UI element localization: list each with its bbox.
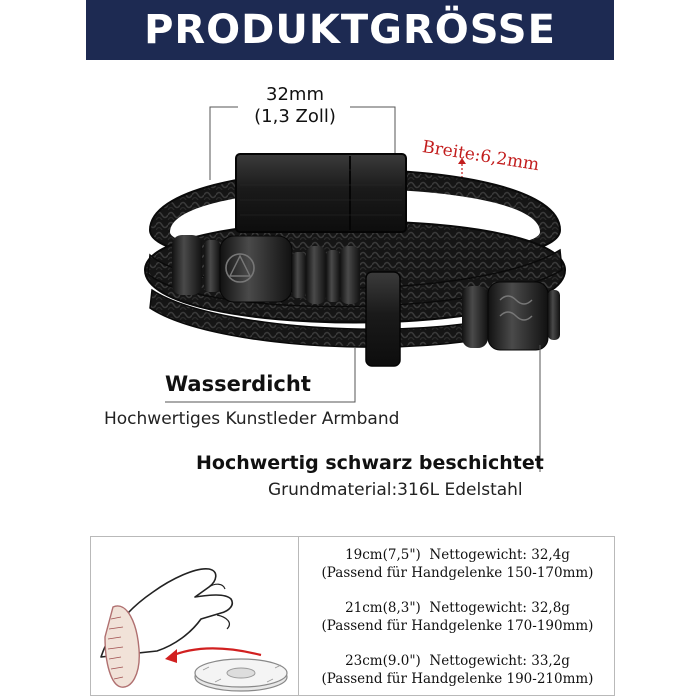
strap-width-label: Breite:6,2mm — [420, 137, 541, 176]
size-weight: Nettogewicht: 32,8g — [429, 600, 570, 616]
size-option-21cm — [301, 599, 614, 635]
size-weight: Nettogewicht: 33,2g — [429, 653, 570, 669]
page-title: PRODUKTGRÖSSE — [144, 7, 556, 53]
size-length: 19cm(7,5") — [345, 547, 421, 563]
clasp-width-label — [240, 84, 350, 128]
size-fit: (Passend für Handgelenke 170-190mm) — [321, 618, 594, 634]
feature-subtitle-material: Grundmaterial:316L Edelstahl — [268, 480, 523, 500]
clasp — [236, 154, 406, 232]
size-chart-divider — [298, 537, 299, 695]
size-chart — [90, 536, 615, 696]
clasp-width-inch: (1,3 Zoll) — [254, 106, 336, 127]
feature-title-waterproof: Wasserdicht — [165, 372, 311, 396]
size-fit: (Passend für Handgelenke 150-170mm) — [321, 565, 594, 581]
size-length: 21cm(8,3") — [345, 600, 421, 616]
feature-subtitle-leather: Hochwertiges Kunstleder Armband — [104, 409, 400, 429]
clasp-width-mm: 32mm — [266, 84, 324, 105]
feature-title-coating: Hochwertig schwarz beschichtet — [196, 452, 544, 474]
wrist-measure-illustration — [91, 537, 298, 695]
size-option-19cm — [301, 546, 614, 582]
size-weight: Nettogewicht: 32,4g — [429, 547, 570, 563]
size-fit: (Passend für Handgelenke 190-210mm) — [321, 671, 594, 687]
size-length: 23cm(9.0") — [345, 653, 421, 669]
size-option-23cm — [301, 652, 614, 688]
size-options — [301, 537, 614, 695]
